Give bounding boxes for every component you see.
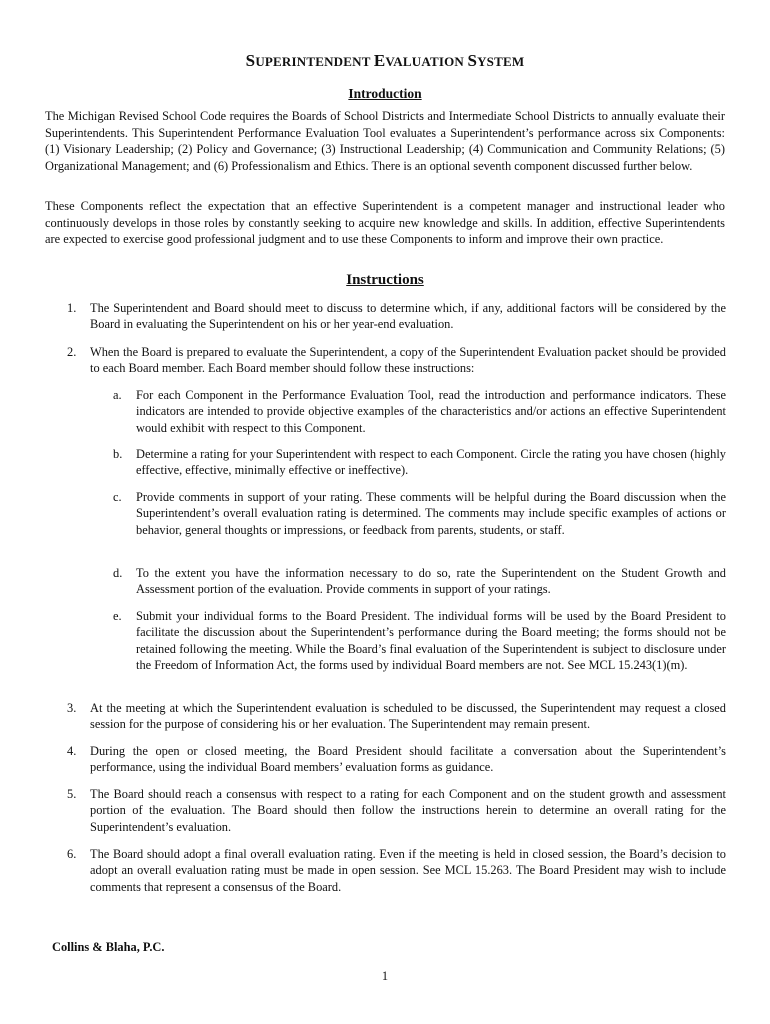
sub-instruction-letter-a: a. <box>113 388 122 402</box>
intro-paragraph-2: These Components reflect the expectation that an effective Superintendent is a competent manager and instructional leader who continuously develops in those roles by constantly seeking to acquire new knowledge and skills. In addition, effective Superintendents are expected to exercise good professional judgment and to use these Components to inform and improve their own practice. <box>45 199 725 247</box>
sub-instruction-text-d: To the extent you have the information necessary to do so, rate the Superintendent on the Student Growth and Assessment portion of the evaluation. Provide comments in support of your ratings. <box>136 566 726 597</box>
instruction-text-2: When the Board is prepared to evaluate the Superintendent, a copy of the Superintendent Evaluation packet should be provided to each Board member. Each Board member should follow these instructions: <box>90 345 726 376</box>
instruction-number-2: 2. <box>67 345 77 359</box>
title-word-3: YSTEM <box>477 54 525 69</box>
title-cap-3: S <box>467 51 478 70</box>
sub-instruction-letter-c: c. <box>113 490 122 504</box>
sub-instruction-text-b: Determine a rating for your Superintendent with respect to each Component. Circle the rating you have chosen (highly effective, effective, minimally effective or ineffective). <box>136 447 726 478</box>
sub-instruction-text-e: Submit your individual forms to the Board President. The individual forms will be used by the Board President to facilitate the discussion about the Superintendent’s performance during the Board meeting; the forms should not be retained following the meeting. While the Board’s final evaluation of the Superintendent is subject to disclosure under the Freedom of Information Act, the forms used by individual Board members are not. See MCL 15.243(1)(m). <box>136 609 726 673</box>
document-title <box>0 51 770 71</box>
instruction-text-6: The Board should adopt a final overall evaluation rating. Even if the meeting is held in closed session, the Board’s decision to adopt an overall evaluation rating must be made in open session. See MCL 15.263. The Board President may wish to include comments that represent a consensus of the Board. <box>90 847 726 894</box>
introduction-heading: Introduction <box>348 86 422 101</box>
instruction-text-4: During the open or closed meeting, the Board President should facilitate a conversation about the Superintendent’s performance, using the individual Board members’ evaluation forms as guidance. <box>90 744 726 775</box>
sub-instruction-text-a: For each Component in the Performance Evaluation Tool, read the introduction and performance indicators. These indicators are intended to provide objective examples of the characteristics and/or actions an effective Superintendent would exhibit with respect to this Component. <box>136 388 726 435</box>
instruction-number-6: 6. <box>67 847 77 861</box>
sub-instruction-letter-b: b. <box>113 447 123 461</box>
sub-instruction-text-c: Provide comments in support of your rating. These comments will be helpful during the Board discussion when the Superintendent’s overall evaluation rating is determined. The comments may include specific examples of actions or behavior, general thoughts or impressions, or feedback from parents, students, or staff. <box>136 490 726 537</box>
instruction-text-1: The Superintendent and Board should meet to discuss to determine which, if any, additional factors will be considered by the Board in evaluating the Superintendent on his or her year-end evaluation. <box>90 301 726 332</box>
title-cap-1: S <box>245 51 256 70</box>
instruction-text-5: The Board should reach a consensus with respect to a rating for each Component and on the student growth and assessment portion of the evaluation. The Board should then follow the instructions herein to determine an overall rating for the Superintendent’s evaluation. <box>90 787 726 834</box>
title-word-1: UPERINTENDENT <box>255 54 374 69</box>
footer-firm-name: Collins & Blaha, P.C. <box>52 940 165 954</box>
instruction-number-5: 5. <box>67 787 77 801</box>
instruction-text-3: At the meeting at which the Superintendent evaluation is scheduled to be discussed, the Superintendent may request a closed session for the purpose of considering his or her evaluation. The Superintendent may remain present. <box>90 701 726 732</box>
instruction-number-4: 4. <box>67 744 77 758</box>
sub-instruction-letter-d: d. <box>113 566 123 580</box>
intro-paragraph-1: The Michigan Revised School Code requires the Boards of School Districts and Intermediate School Districts to annually evaluate their Superintendents. This Superintendent Performance Evaluation Tool evaluates a Superintendent’s performance across six Components: (1) Visionary Leadership; (2) Policy and Governance; (3) Instructional Leadership; (4) Communication and Community Relations; (5) Organizational Management; and (6) Professionalism and Ethics. There is an optional seventh component discussed further below. <box>45 109 725 173</box>
instruction-number-1: 1. <box>67 301 77 315</box>
title-cap-2: E <box>373 51 386 70</box>
instruction-number-3: 3. <box>67 701 77 715</box>
instructions-heading: Instructions <box>346 272 424 288</box>
title-word-2: VALUATION <box>385 54 468 69</box>
sub-instruction-letter-e: e. <box>113 609 122 623</box>
page-number: 1 <box>381 969 389 983</box>
